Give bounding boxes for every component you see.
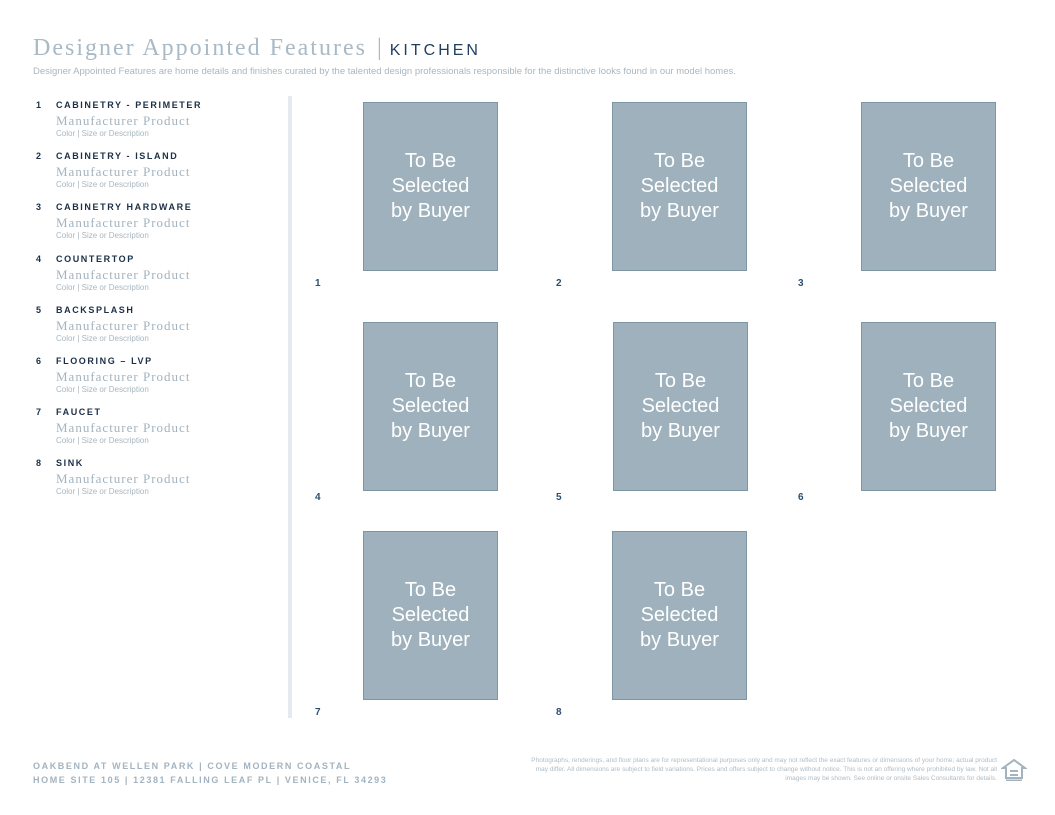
feature-product: Manufacturer Product (56, 266, 191, 282)
footer-homesite: HOME SITE 105 | 12381 FALLING LEAF PL | VENICE, FL 34293 (33, 775, 388, 785)
feature-description: Color | Size or Description (56, 333, 149, 343)
placeholder-text: To Be Selected by Buyer (641, 370, 720, 442)
feature-image-placeholder (861, 102, 996, 271)
feature-number: 7 (36, 407, 43, 418)
tile-number: 6 (798, 492, 804, 503)
feature-item (36, 458, 276, 509)
feature-number: 4 (36, 253, 43, 264)
feature-list (36, 100, 276, 510)
feature-name: COUNTERTOP (56, 253, 135, 264)
feature-number: 3 (36, 202, 43, 213)
tile-number: 1 (315, 278, 321, 289)
feature-number: 2 (36, 151, 43, 162)
feature-image-placeholder (612, 102, 747, 271)
placeholder-text: To Be Selected by Buyer (391, 150, 470, 222)
placeholder-text: To Be Selected by Buyer (640, 579, 719, 651)
footer-community: OAKBEND AT WELLEN PARK | COVE MODERN COASTAL (33, 761, 352, 771)
equal-housing-icon (1001, 758, 1027, 782)
feature-image-placeholder (363, 322, 498, 491)
feature-item (36, 305, 276, 356)
feature-number: 8 (36, 458, 43, 469)
feature-name: FAUCET (56, 407, 102, 418)
title-separator: | (376, 35, 382, 61)
page-header (33, 35, 1023, 77)
page-subtitle: Designer Appointed Features are home details and finishes curated by the talented design professionals responsible for the distinctive looks found in our model homes. (33, 66, 736, 77)
feature-description: Color | Size or Description (56, 384, 149, 394)
feature-image-placeholder (612, 531, 747, 700)
feature-image-placeholder (613, 322, 748, 491)
tile-number: 7 (315, 707, 321, 718)
feature-item (36, 202, 276, 253)
feature-image-placeholder (861, 322, 996, 491)
tile-number: 8 (556, 707, 562, 718)
feature-description: Color | Size or Description (56, 180, 149, 190)
feature-number: 1 (36, 100, 43, 110)
feature-product: Manufacturer Product (56, 317, 191, 333)
feature-product: Manufacturer Product (56, 420, 191, 436)
page-title: Designer Appointed Features (33, 35, 367, 61)
feature-number: 5 (36, 304, 43, 315)
footer-disclaimer: Photographs, renderings, and floor plans are for representational purposes only and may not reflect the exact features or dimensions of your home; actual product may differ. All dimensions are subject to field variations. Prices and offers subject to change without notice. This is not an offering where prohibited by law. Not all images may be shown. See online or onsite Sales Consultants for details. (531, 757, 997, 782)
feature-item (36, 254, 276, 305)
feature-description: Color | Size or Description (56, 436, 149, 446)
feature-product: Manufacturer Product (56, 164, 191, 180)
feature-name: BACKSPLASH (56, 304, 135, 315)
feature-description: Color | Size or Description (56, 129, 149, 138)
tile-number: 4 (315, 492, 321, 503)
tile-number: 3 (798, 278, 804, 289)
feature-description: Color | Size or Description (56, 487, 149, 497)
feature-number: 6 (36, 355, 43, 366)
feature-product: Manufacturer Product (56, 215, 191, 231)
feature-name: CABINETRY - PERIMETER (56, 100, 203, 110)
footer-address (33, 759, 387, 787)
tile-number: 5 (556, 492, 562, 503)
title-row (33, 35, 1023, 62)
feature-image-placeholder (363, 102, 498, 271)
feature-name: FLOORING – LVP (56, 355, 153, 366)
feature-item (36, 100, 276, 151)
placeholder-text: To Be Selected by Buyer (889, 370, 968, 442)
feature-product: Manufacturer Product (56, 471, 191, 487)
tile-number: 2 (556, 278, 562, 289)
feature-item (36, 151, 276, 202)
feature-product: Manufacturer Product (56, 113, 191, 128)
feature-name: SINK (56, 458, 84, 469)
feature-description: Color | Size or Description (56, 282, 149, 292)
vertical-divider (288, 96, 292, 718)
feature-name: CABINETRY - ISLAND (56, 151, 179, 162)
feature-item (36, 356, 276, 407)
placeholder-text: To Be Selected by Buyer (391, 370, 470, 442)
feature-item (36, 407, 276, 458)
feature-image-placeholder (363, 531, 498, 700)
feature-name: CABINETRY HARDWARE (56, 202, 193, 213)
feature-description: Color | Size or Description (56, 231, 149, 241)
placeholder-text: To Be Selected by Buyer (889, 150, 968, 222)
placeholder-text: To Be Selected by Buyer (640, 150, 719, 222)
feature-product: Manufacturer Product (56, 368, 191, 384)
placeholder-text: To Be Selected by Buyer (391, 579, 470, 651)
room-name: KITCHEN (389, 42, 481, 59)
